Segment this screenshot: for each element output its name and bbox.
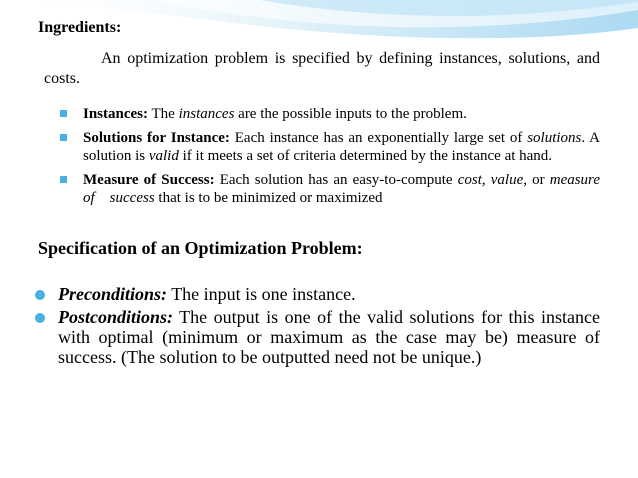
- item-italic: instances: [178, 106, 235, 122]
- item-italic: success: [109, 190, 155, 206]
- item-text: that is to be minimized or maximized: [154, 190, 383, 206]
- specification-title: Specification of an Optimization Problem:: [38, 238, 363, 258]
- item-text: , or: [523, 172, 550, 188]
- list-item-solutions: [56, 129, 600, 165]
- list-item-postconditions: [38, 307, 600, 367]
- item-gap: [95, 190, 110, 206]
- item-text: The input is one instance.: [167, 284, 356, 304]
- item-term: Preconditions:: [58, 284, 168, 304]
- item-text: if it meets a set of criteria determined by the instance at hand.: [178, 148, 553, 164]
- item-italic: solutions: [527, 130, 582, 146]
- list-item-preconditions: [38, 284, 600, 304]
- item-italic: cost: [457, 172, 482, 188]
- ingredients-heading: Ingredients:: [38, 19, 122, 36]
- item-italic: value: [490, 172, 524, 188]
- square-bullet-icon: [60, 134, 67, 141]
- item-text: Each instance has an exponentially large set of: [229, 130, 528, 146]
- item-text: ,: [481, 172, 491, 188]
- item-italic: valid: [148, 148, 179, 164]
- item-text: . A solution is: [83, 130, 600, 164]
- round-bullet-icon: [35, 313, 45, 323]
- item-term: Postconditions:: [58, 307, 174, 327]
- item-text: The: [148, 106, 179, 122]
- item-label: Instances:: [83, 106, 149, 122]
- list-item-measure: [56, 171, 600, 207]
- item-italic: measure of: [83, 172, 601, 206]
- item-text: Each solution has an easy-to-compute: [214, 172, 458, 188]
- conditions-list: [38, 284, 600, 367]
- ingredients-list: [56, 105, 600, 207]
- item-label: Measure of Success:: [83, 172, 215, 188]
- ingredients-intro: An optimization problem is specified by defining instances, solutions, and costs.: [44, 50, 600, 87]
- slide-content: [38, 18, 600, 370]
- list-item-instances: [56, 105, 600, 123]
- item-text: The output is one of the valid solutions for this instance with optimal (minimum or maximum as the case may be) measure of success. (The solution to be outputted need not be unique.): [58, 307, 600, 367]
- item-text: are the possible inputs to the problem.: [234, 106, 467, 122]
- round-bullet-icon: [35, 290, 45, 300]
- square-bullet-icon: [60, 176, 67, 183]
- item-label: Solutions for Instance:: [83, 130, 230, 146]
- square-bullet-icon: [60, 110, 67, 117]
